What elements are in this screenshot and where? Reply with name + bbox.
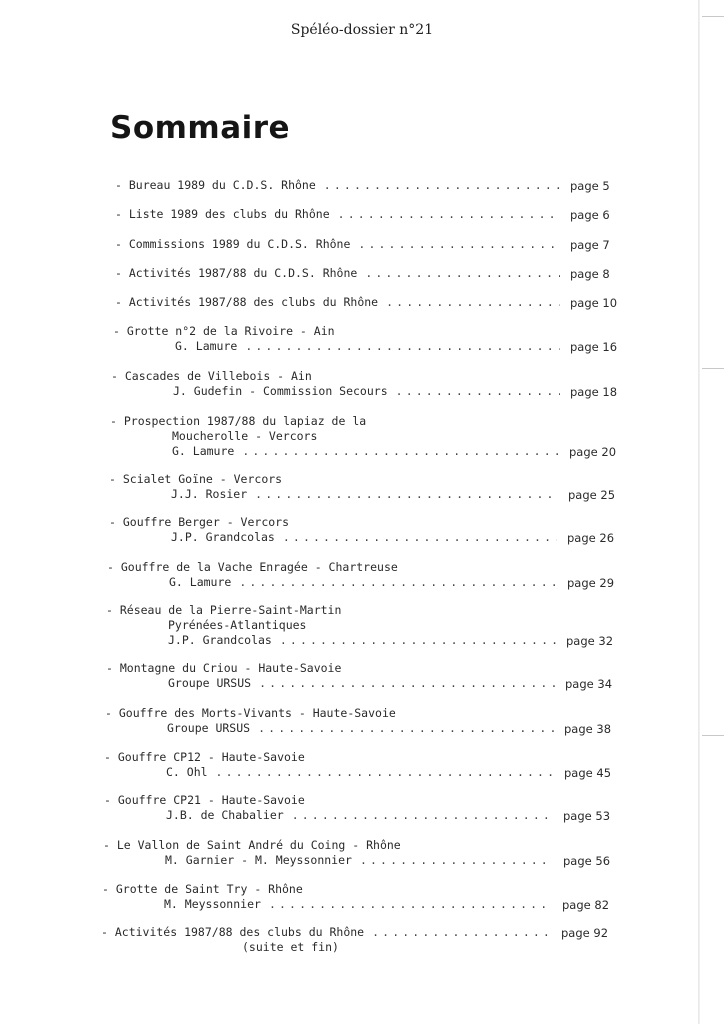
entry-title: - Montagne du Criou - Haute-Savoie [106,661,342,675]
dot-leader [396,384,560,399]
entry-author: G. Lamure [175,339,238,353]
entry-title: - Gouffre CP12 - Haute-Savoie [104,750,305,764]
dot-leader [365,266,560,281]
entry-author: J.P. Grandcolas [168,633,272,647]
page-number: page 82 [562,898,610,912]
page-number: page 20 [569,445,617,459]
page-number: page 6 [570,208,610,222]
entry-title: - Bureau 1989 du C.D.S. Rhône [115,178,316,192]
toc-entry [110,414,617,459]
dot-leader [255,487,558,502]
toc-entry [111,369,618,399]
entry-title-continued: Moucherolle - Vercors [172,429,318,443]
dot-leader [269,897,552,912]
page-number: page 26 [567,531,615,545]
dot-leader [239,575,557,590]
entry-note: (suite et fin) [242,940,339,954]
toc-entry [115,295,618,310]
page-number: page 16 [570,340,618,354]
dot-leader [372,925,551,940]
entry-title: - Commissions 1989 du C.D.S. Rhône [115,237,351,251]
entry-author: J.B. de Chabalier [166,808,284,822]
toc-entry [102,882,610,912]
page-number: page 8 [570,267,610,281]
dot-leader [358,237,560,252]
toc-entry [107,560,615,590]
entry-title-continued: Pyrénées-Atlantiques [168,618,307,632]
entry-author: M. Garnier - M. Meyssonnier [165,853,352,867]
entry-title: - Activités 1987/88 des clubs du Rhône [115,295,379,309]
entry-title: - Prospection 1987/88 du lapiaz de la [110,414,367,428]
dot-leader [258,721,554,736]
page-number: page 5 [570,179,610,193]
entry-title: - Scialet Goïne - Vercors [109,472,283,486]
toc-entry [115,266,610,281]
toc-entry [103,838,611,868]
entry-title: - Grotte n°2 de la Rivoire - Ain [113,324,335,338]
entry-author: Groupe URSUS [167,721,251,735]
toc-entry [109,472,616,502]
entry-author: J.P. Grandcolas [171,530,275,544]
page-number: page 7 [570,238,610,252]
dot-leader [283,530,557,545]
page-number: page 34 [565,677,613,691]
page-number: page 56 [563,854,611,868]
entry-author: G. Lamure [169,575,232,589]
dot-leader [386,295,560,310]
entry-title: - Activités 1987/88 des clubs du Rhône [101,925,365,939]
dot-leader [280,633,556,648]
dot-leader [216,765,554,780]
entry-author: Groupe URSUS [168,676,252,690]
toc-entry [106,661,613,691]
dot-leader [259,676,555,691]
toc-entry [113,324,618,354]
entry-author: J.J. Rosier [171,487,248,501]
toc-entry [115,237,610,252]
entry-author: M. Meyssonnier [164,897,261,911]
entry-title: - Grotte de Saint Try - Rhône [102,882,303,896]
entry-title: - Le Vallon de Saint André du Coing - Rhône [103,838,401,852]
page-number: page 10 [570,296,618,310]
dot-leader [360,853,553,868]
dot-leader [292,808,553,823]
page-number: page 25 [568,488,616,502]
toc-entry [106,603,614,648]
entry-title: - Gouffre Berger - Vercors [109,515,290,529]
entry-title: - Gouffre de la Vache Enragée - Chartreuse [107,560,398,574]
entry-title: - Cascades de Villebois - Ain [111,369,312,383]
entry-title: - Gouffre CP21 - Haute-Savoie [104,793,305,807]
toc-entry [115,207,610,222]
entry-author: G. Lamure [172,444,235,458]
page-number: page 45 [564,766,612,780]
toc-entry [104,750,612,780]
page-title: Sommaire [110,110,291,146]
toc-entry [104,793,611,823]
dot-leader [245,339,560,354]
entry-title: - Gouffre des Morts-Vivants - Haute-Savoie [105,706,396,720]
entry-title: - Réseau de la Pierre-Saint-Martin [106,603,342,617]
page-number: page 32 [566,634,614,648]
entry-author: J. Gudefin - Commission Secours [173,384,388,398]
running-header: Spéléo-dossier n°21 [290,22,434,38]
toc-entry [101,925,609,955]
dot-leader [338,207,560,222]
dot-leader [324,178,560,193]
toc-entry [105,706,612,736]
toc-entry [109,515,615,545]
entry-title: - Liste 1989 des clubs du Rhône [115,207,330,221]
entry-title: - Activités 1987/88 du C.D.S. Rhône [115,266,358,280]
page-number: page 92 [561,926,609,940]
dot-leader [242,444,559,459]
entry-author: C. Ohl [166,765,208,779]
page-number: page 29 [567,576,615,590]
page-number: page 38 [564,722,612,736]
toc-entry [115,178,610,193]
page-number: page 53 [563,809,611,823]
page-number: page 18 [570,385,618,399]
